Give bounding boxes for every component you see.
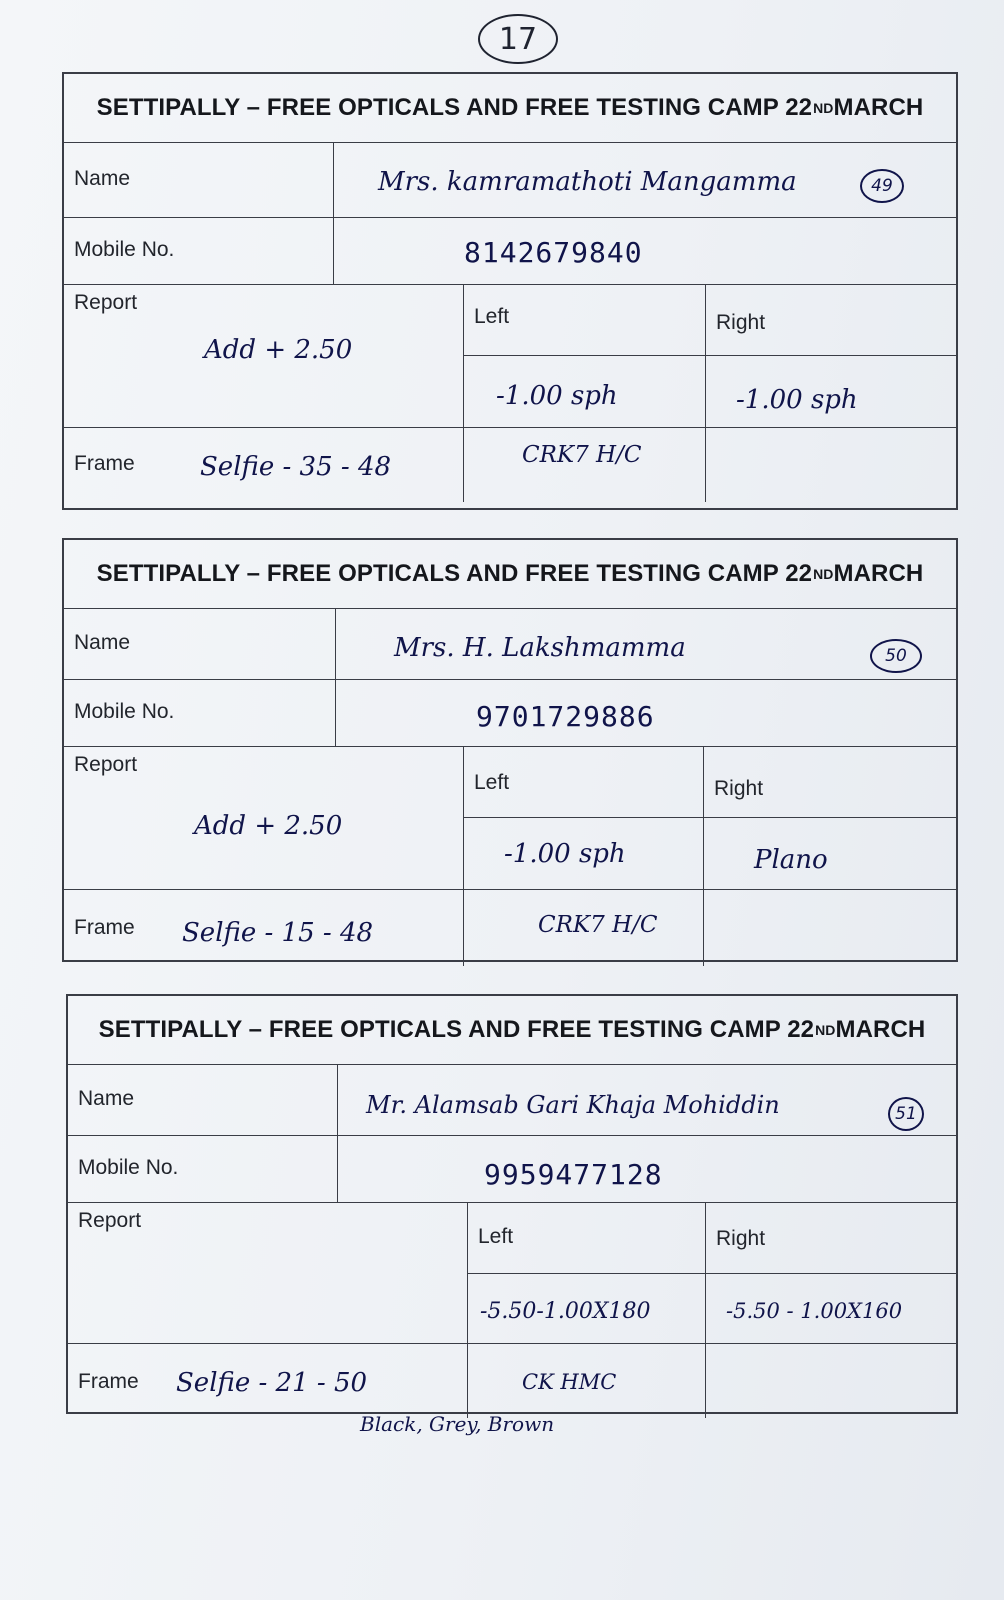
left-eye-cell	[464, 747, 704, 889]
name-label: Name	[78, 1087, 135, 1110]
form-title-sup: ND	[813, 566, 834, 582]
left-eye-cell	[464, 285, 706, 427]
mobile-number: 9959477128	[484, 1158, 663, 1191]
mobile-label-cell	[64, 680, 336, 746]
right-label: Right	[716, 311, 766, 334]
name-label-cell	[64, 143, 334, 217]
camp-form-3	[66, 994, 958, 1414]
right-eye-cell	[706, 285, 956, 427]
mobile-label: Mobile No.	[74, 238, 175, 261]
report-cell	[64, 285, 464, 427]
lens-value: CRK7 H/C	[522, 442, 642, 468]
report-row	[68, 1203, 956, 1344]
name-label: Name	[74, 167, 131, 190]
report-label: Report	[74, 753, 138, 776]
name-row	[68, 1065, 956, 1136]
left-eye-value: -1.00 sph	[504, 839, 626, 869]
frame-row	[64, 428, 956, 502]
right-eye-value: -1.00 sph	[736, 385, 858, 415]
report-cell	[64, 747, 464, 889]
serial-number: 50	[870, 639, 922, 673]
report-cell	[68, 1203, 468, 1343]
patient-name: Mr. Alamsab Gari Khaja Mohiddin	[366, 1091, 780, 1119]
report-add-value: Add + 2.50	[204, 335, 353, 365]
mobile-row	[64, 218, 956, 285]
right-eye-value: Plano	[754, 845, 828, 875]
frame-right-cell	[706, 1344, 956, 1418]
mobile-label-cell	[68, 1136, 338, 1202]
report-row	[64, 285, 956, 428]
frame-label: Frame	[74, 452, 135, 475]
frame-value: Selfie - 21 - 50	[176, 1368, 368, 1398]
lens-cell	[464, 428, 706, 502]
frame-right-cell	[704, 890, 956, 966]
form-title	[64, 74, 956, 143]
form-title-sup: ND	[815, 1022, 836, 1038]
name-label-cell	[64, 609, 336, 679]
serial-number: 49	[860, 169, 904, 203]
frame-label: Frame	[74, 916, 135, 939]
right-eye-cell	[706, 1203, 956, 1343]
camp-form-1	[62, 72, 958, 510]
mobile-row	[64, 680, 956, 747]
name-row	[64, 143, 956, 218]
left-label: Left	[474, 305, 510, 328]
form-title-tail: MARCH	[833, 94, 924, 121]
right-eye-value: -5.50 - 1.00X160	[726, 1299, 903, 1323]
report-label: Report	[78, 1209, 142, 1232]
form-title-sup: ND	[813, 100, 834, 116]
serial-number: 51	[888, 1097, 924, 1131]
form-title-text: SETTIPALLY – FREE OPTICALS AND FREE TESTING CAMP 22	[96, 560, 813, 587]
right-label: Right	[714, 777, 764, 800]
left-eye-value: -1.00 sph	[496, 381, 618, 411]
frame-right-cell	[706, 428, 956, 502]
frame-cell	[64, 428, 464, 502]
name-label: Name	[74, 631, 131, 654]
lens-value: CK HMC	[522, 1370, 617, 1394]
mobile-value-cell	[334, 218, 956, 284]
left-label: Left	[478, 1225, 514, 1248]
form-title-tail: MARCH	[833, 560, 924, 587]
patient-name: Mrs. H. Lakshmamma	[394, 633, 686, 663]
frame-value: Selfie - 35 - 48	[200, 452, 392, 482]
page-number: 17	[498, 21, 538, 57]
mobile-label-cell	[64, 218, 334, 284]
right-label: Right	[716, 1227, 766, 1250]
patient-name: Mrs. kamramathoti Mangamma	[378, 167, 797, 197]
frame-colors-note: Black, Grey, Brown	[360, 1412, 555, 1436]
name-row	[64, 609, 956, 680]
frame-cell	[64, 890, 464, 966]
mobile-value-cell	[336, 680, 956, 746]
name-value-cell	[334, 143, 956, 217]
name-value-cell	[336, 609, 956, 679]
lens-value: CRK7 H/C	[538, 912, 658, 938]
left-eye-cell	[468, 1203, 706, 1343]
frame-cell	[68, 1344, 468, 1418]
frame-row	[68, 1344, 956, 1418]
form-title-text: SETTIPALLY – FREE OPTICALS AND FREE TESTING CAMP 22	[96, 94, 813, 121]
form-title	[68, 996, 956, 1065]
form-title	[64, 540, 956, 609]
mobile-row	[68, 1136, 956, 1203]
frame-label: Frame	[78, 1370, 139, 1393]
mobile-label: Mobile No.	[78, 1156, 179, 1179]
lens-cell	[464, 890, 704, 966]
left-label: Left	[474, 771, 510, 794]
mobile-value-cell	[338, 1136, 956, 1202]
frame-value: Selfie - 15 - 48	[182, 918, 374, 948]
report-label: Report	[74, 291, 138, 314]
name-value-cell	[338, 1065, 956, 1135]
form-title-text: SETTIPALLY – FREE OPTICALS AND FREE TESTING CAMP 22	[98, 1016, 815, 1043]
mobile-label: Mobile No.	[74, 700, 175, 723]
report-add-value: Add + 2.50	[194, 811, 343, 841]
right-eye-cell	[704, 747, 956, 889]
name-label-cell	[68, 1065, 338, 1135]
mobile-number: 9701729886	[476, 700, 655, 733]
form-title-tail: MARCH	[835, 1016, 926, 1043]
page-number-circle	[478, 14, 558, 64]
report-row	[64, 747, 956, 890]
camp-form-2	[62, 538, 958, 962]
lens-cell	[468, 1344, 706, 1418]
mobile-number: 8142679840	[464, 236, 643, 269]
left-eye-value: -5.50-1.00X180	[480, 1299, 651, 1324]
frame-row	[64, 890, 956, 966]
